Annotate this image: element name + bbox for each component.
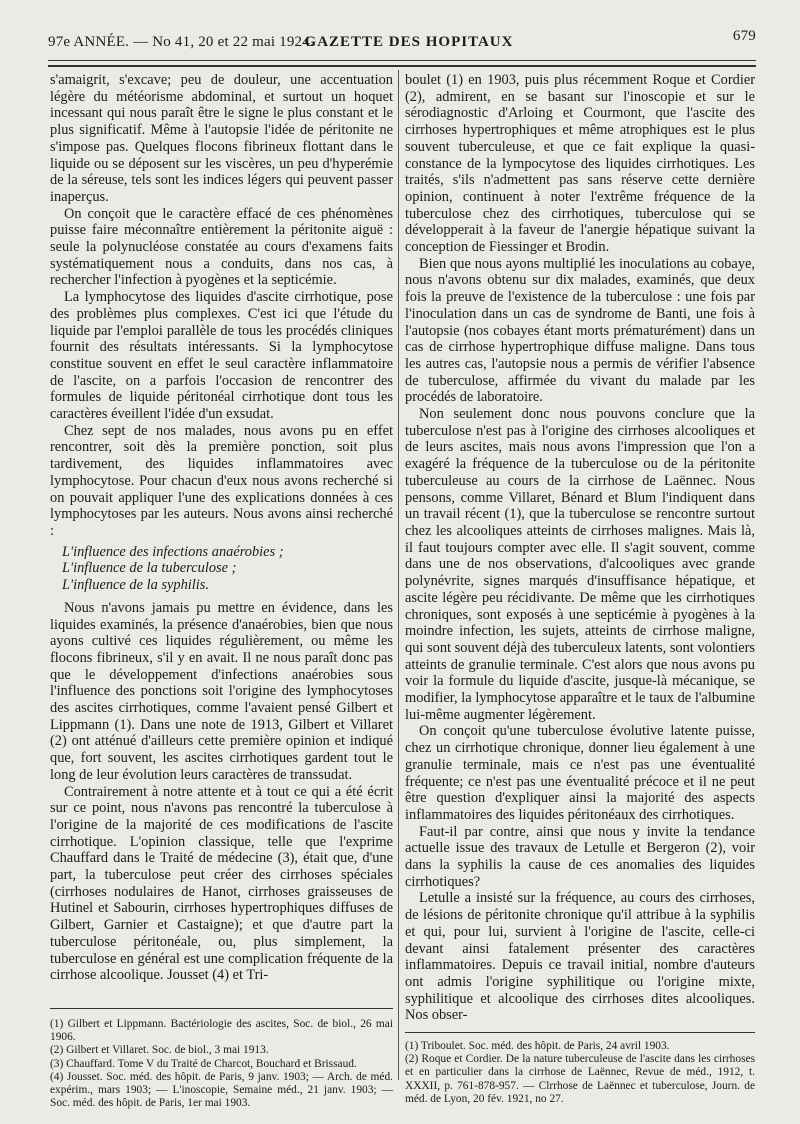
paragraph: On conçoit qu'une tuberculose évolutive latente puisse, chez un cirrhotique chronique, donner lieu également à une granulie terminale, mais ce n'est pas une éventualité fréquente; ce n'est pas une éventualité précoce et il ne peut être question d'expliquer ainsi la majorité des aspects inflammatoires des liquides péritonéaux des cirrhotiques. [405, 723, 755, 823]
paragraph: s'amaigrit, s'excave; peu de douleur, une accentuation légère du météorisme abdominal, et surtout un hoquet incessant qui nous paraît être le signe le plus constant et le plus significatif. Même à l'autopsie l'idée de péritonite ne s'impose pas. Quelques flocons fibrineux flottant dans le liquide ou se déposent sur les viscères, un peu d'hyperémie de la séreuse, tels sont les indices légers qui peuvent passer inaperçus. [50, 72, 393, 205]
footnote-rule [50, 1008, 393, 1009]
paragraph: On conçoit que le caractère effacé de ces phénomènes puisse faire méconnaître entièrement la péritonite aiguë : seule la polynucléose constatée au cours d'examens faits systématiquement nous a conduits, dans nos cas, à rechercher l'infection à pyogènes et la septicémie. [50, 205, 393, 289]
list-item: L'influence de la tuberculose ; [62, 560, 237, 577]
paragraph: La lymphocytose des liquides d'ascite cirrhotique, pose des problèmes plus complexes. C'est ici que l'étude du liquide par l'emploi parallèle de tous les procédés cliniques fournit des résultats intéressants. Si la lymphocytose constitue souvent en effet le seul caractère inflammatoire de l'ascite, on a parfois l'occasion de rencontrer des formules de liquide péritonéal cirrhotique dont tous les caractères éveillent l'idée d'un exsudat. [50, 289, 393, 423]
paragraph: Bien que nous ayons multiplié les inoculations au cobaye, nous n'avons obtenu sur dix malades, examinés, que deux fois la preuve de l'existence de la tuberculose : une fois par l'inoculation dans un cas de syndrome de Banti, une fois à l'autopsie (nos cobayes étant morts prématurément) dans un cas de cirrhose hypertrophique diffuse maligne. Dans tous les autres cas, l'autopsie nous a permis de vérifier l'absence de tuberculose, affirmée du vivant du malade par les procédés de laboratoire. [405, 255, 755, 406]
page-number: 679 [732, 28, 756, 44]
paragraph: Chez sept de nos malades, nous avons pu en effet rencontrer, soit dès la première ponction, soit plus tardivement, des liquides inflammatoires avec lymphocytose. Pour chacun d'eux nous avons recherché si on pouvait appliquer l'une des explications données à ces lymphocytoses par les auteurs. Nous avons ainsi recherché : [50, 422, 393, 539]
footnote: (1) Triboulet. Soc. méd. des hôpit. de Paris, 24 avril 1903. [405, 1040, 670, 1052]
paragraph: boulet (1) en 1903, puis plus récemment Roque et Cordier (2), admirent, en se basant sur l'inoscopie et sur le sérodiagnostic d'Arloing et Courmont, que l'ascite des cirrhoses hypertrophiques et même atrophiques est le plus souvent tuberculeuse, et que ce fait explique la quasi-constance de la lympocytose des liquides cirrhotiques. Les traités, s'ils n'admettent pas sans réserve cette dernière opinion, continuent à noter l'extrême fréquence de la tuberculose chez des cirrhotiques, tuberculose qui se développerait à la faveur de l'anergie hépatique suivant la conception de Fiessinger et Brodin. [405, 72, 755, 256]
footnote: (4) Jousset. Soc. méd. des hôpit. de Paris, 9 janv. 1903; — Arch. de méd. expérim., mars 1903; — L'inoscopie, Semaine méd., 21 janv. 1903; — Soc. méd. des hôpit. de Paris, 1er mai 1903. [50, 1070, 393, 1110]
hypothesis-list [62, 544, 393, 594]
paragraph: Contrairement à notre attente et à tout ce qui a été écrit sur ce point, nous n'avons pas rencontré la tuberculose à l'origine de la majorité de ces modifications de l'ascite cirrhotique. L'opinion classique, telle que l'exprime Chauffard dans le Traité de médecine (3), était que, d'une part, la tuberculose peut créer des cirrhoses spéciales (cirrhoses nodulaires de Hanot, cirrhoses graisseuses de Hutinel et Sabourin, cirrhoses hypertrophiques diffuses de Gilbert, Garnier et Castaigne); et que d'autre part la tuberculose péritonéale, ou, plus simplement, la tuberculose en général est une complication fréquente de la cirrhose alcoolique. Jousset (4) et Tri- [50, 783, 393, 984]
paragraph: Nous n'avons jamais pu mettre en évidence, dans les liquides examinés, la présence d'anaérobies, bien que nous ayons cultivé ces liquides régulièrement, ou même les flocons fibrineux, s'il y en avait. Il ne nous paraît donc pas que le développement d'infections anaérobies sous l'influence des ponctions soit l'origine des lymphocytoses des ascites cirrhotiques, comme l'avaient pensé Gilbert et Lippmann (1). Dans une note de 1913, Gilbert et Villaret (2) ont atténué d'ailleurs cette première opinion et indiqué que, fort souvent, les ascites cirrhotiques gardent tout le long de leur évolution leurs caractères de transsudat. [50, 599, 393, 783]
footnotes-right [405, 1040, 755, 1106]
journal-title: GAZETTE DES HOPITAUX [304, 34, 514, 50]
column-divider [398, 70, 399, 1080]
footnotes-left [50, 1018, 393, 1110]
paragraph: Non seulement donc nous pouvons conclure que la tuberculose n'est pas à l'origine des cirrhoses alcooliques et de leurs ascites, mais nous avons l'impression que l'on a exagéré la fréquence de la tuberculose ou de la péritonite tuberculeuse au cours de la cirrhose de Laënnec. Nous pensons, comme Villaret, Bénard et Blum l'indiquent dans un travail récent (1), que la tuberculose se rencontre surtout chez les alcooliques atteints de cirrhoses malignes. Mais là, il faut toujours compter avec elle. Il s'agit souvent, comme dans une de nos observations, d'alcooliques avec grande polynévrite, signes marqués d'insuffisance hépatique, et ascite légère peu récidivante. De même que les cirrhotiques chroniques, sont exposés à une septicémie à pyogènes à la moindre infection, les sujets, atteints de cirrhose maligne, qui sont souvent déjà des tuberculeux latents, sont volontiers atteints de granulie terminale. C'est alors que nous avons pu voir la formule du liquide d'ascite, jusque-là mécanique, se modifier, la lymphocytose apparaître et le taux de l'albumine lui-même augmenter légèrement. [405, 406, 755, 723]
header-rule-thin [48, 60, 756, 61]
issue-info: 97e ANNÉE. — No 41, 20 et 22 mai 1924. [48, 34, 314, 50]
paragraph: Letulle a insisté sur la fréquence, au cours des cirrhoses, de lésions de péritonite chronique qu'il attribue à la syphilis et qui, pour lui, survient à l'origine de l'ascite, celle-ci devant ainsi fatalement présenter des caractères inflammatoires. Depuis ce travail initial, nombre d'auteurs ont admis l'origine syphilitique ou l'origine mixte, syphilitique et alcoolique des cirrhoses dites alcooliques. Nos obser- [405, 890, 755, 1024]
footnote: (2) Gilbert et Villaret. Soc. de biol., 3 mai 1913. [50, 1044, 269, 1057]
right-column [405, 72, 755, 1024]
list-item: L'influence de la syphilis. [62, 577, 209, 594]
footnote: (3) Chauffard. Tome V du Traité de Charcot, Bouchard et Brissaud. [50, 1057, 357, 1070]
header-rule-thick [48, 65, 756, 67]
footnote-rule [405, 1032, 755, 1033]
left-column [50, 72, 393, 984]
list-item: L'influence des infections anaérobies ; [62, 543, 284, 560]
paragraph: Faut-il par contre, ainsi que nous y invite la tendance actuelle issue des travaux de Letulle et Bergeron (2), voir dans la syphilis la cause de ces anomalies des liquides cirrhotiques? [405, 823, 755, 890]
footnote: (2) Roque et Cordier. De la nature tuberculeuse de l'ascite dans les cirrhoses et en particulier dans la cirrhose de Laënnec, Revue de méd., 1912, t. XXXII, p. 761-878-957. — Clrrhose de Laënnec et tuberculose, Journ. de méd. de Lyon, 20 fév. 1921, no 27. [405, 1053, 755, 1105]
page-header [48, 28, 770, 56]
footnote: (1) Gilbert et Lippmann. Bactériologie des ascites, Soc. de biol., 26 mai 1906. [50, 1018, 393, 1044]
